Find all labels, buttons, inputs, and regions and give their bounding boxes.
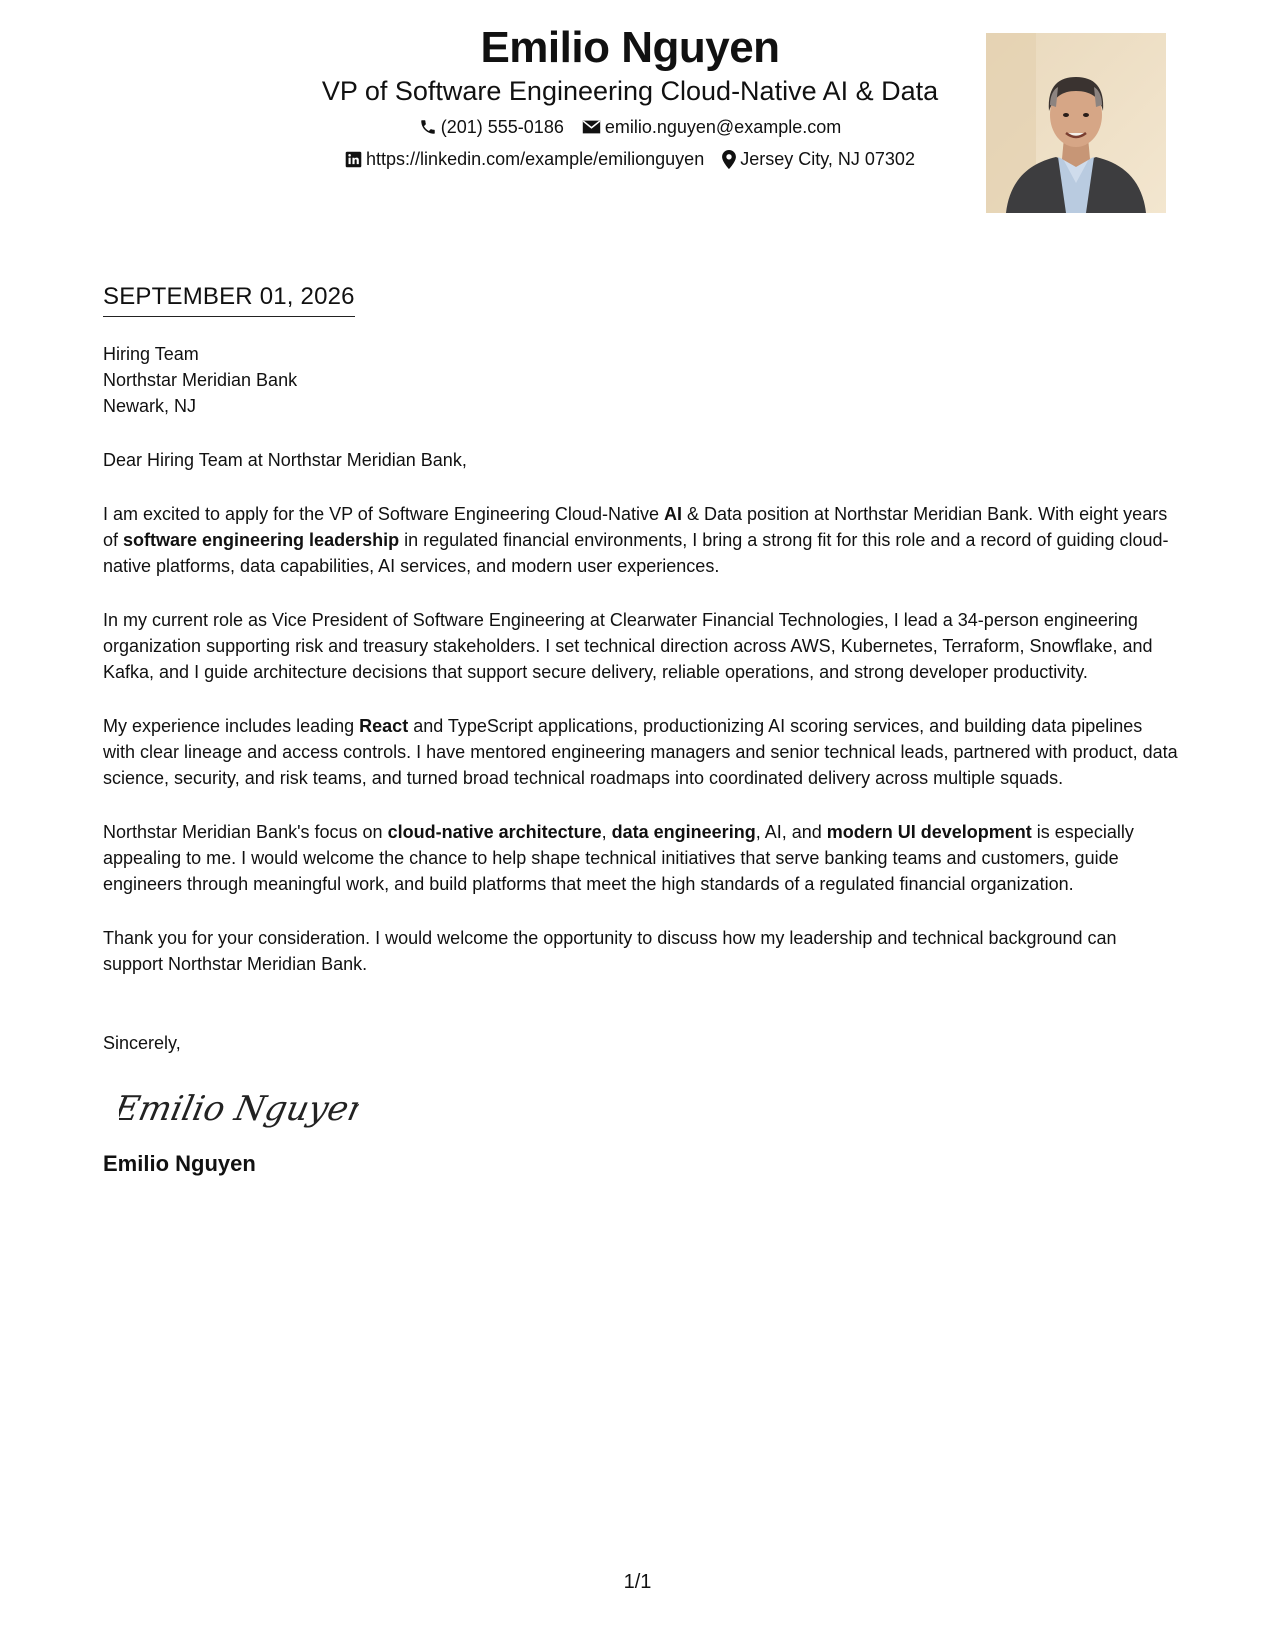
phone-text: (201) 555-0186 [440, 117, 564, 137]
paragraph-text: In my current role as Vice President of Software Engineering at Clearwater Financial Technologies, I lead a 34-person engineering organization supporting risk and treasury stakeholders. I set technical direction across AWS, Kubernetes, Terraform, Snowflake, and Kafka, and I guide architecture decisions that support secure delivery, reliable operations, and strong developer productivity. [103, 610, 1153, 682]
recipient-block [103, 341, 1178, 419]
applicant-name: Emilio Nguyen [480, 23, 780, 72]
signer-name: Emilio Nguyen [103, 1151, 256, 1176]
paragraph-1 [103, 501, 1178, 579]
closing: Sincerely, [103, 1033, 181, 1053]
paragraph-text: My experience includes leading [103, 716, 360, 736]
recipient-line: Newark, NJ [103, 396, 197, 416]
phone-icon [419, 118, 437, 136]
linkedin-url[interactable]: https://linkedin.com/example/emilionguyen [366, 149, 705, 169]
paragraph-text: & Data position at Northstar Meridian Bank. With eight years of [103, 504, 1168, 550]
linkedin-contact[interactable] [345, 148, 704, 170]
page-number: 1/1 [623, 1571, 652, 1593]
paragraph-text: Northstar Meridian Bank's focus on [103, 822, 388, 842]
paragraph-text: is especially appealing to me. I would welcome the chance to help shape technical initiatives that serve banking teams and customers, guide engineers through meaningful work, and build platforms that meet the high standards of a regulated financial organization. [103, 822, 1134, 894]
letter-date: SEPTEMBER 01, 2026 [103, 282, 355, 317]
paragraph-text: Thank you for your consideration. I would welcome the opportunity to discuss how my leadership and technical background can support Northstar Meridian Bank. [103, 928, 1117, 974]
salutation: Dear Hiring Team at Northstar Meridian Bank, [103, 450, 467, 470]
bold-keyword: AI [663, 504, 682, 524]
contact-row-1 [200, 116, 1060, 138]
bold-keyword: cloud-native architecture [387, 822, 602, 842]
recipient-line: Hiring Team [103, 344, 199, 364]
location-contact [722, 148, 915, 170]
handwritten-signature [119, 1078, 1178, 1138]
bold-keyword: software engineering leadership [123, 530, 400, 550]
paragraph-2 [103, 607, 1178, 685]
paragraph-text: in regulated financial environments, I bring a strong fit for this role and a record of guiding cloud-native platforms, data capabilities, AI services, and modern user experiences. [103, 530, 1169, 576]
map-pin-icon [722, 150, 736, 169]
contact-row-2 [200, 148, 1060, 170]
phone-contact [419, 116, 564, 138]
email-contact[interactable] [582, 116, 841, 138]
paragraph-5 [103, 925, 1178, 977]
svg-text:Emilio Nguyen: Emilio Nguyen [119, 1089, 359, 1129]
paragraph-text: , [601, 822, 612, 842]
bold-keyword: data engineering [611, 822, 756, 842]
letter-body [103, 341, 1178, 1178]
paragraph-4 [103, 819, 1178, 897]
envelope-icon [582, 119, 601, 135]
location-text: Jersey City, NJ 07302 [740, 149, 915, 169]
paragraph-text: and TypeScript applications, productionizing AI scoring services, and building data pipelines with clear lineage and access controls. I have mentored engineering managers and senior technical leads, partnered with product, data science, security, and risk teams, and turned broad technical roadmaps into coordinated delivery across multiple squads. [103, 716, 1178, 788]
letter-header [200, 22, 1060, 170]
recipient-line: Northstar Meridian Bank [103, 370, 298, 390]
paragraph-text: , AI, and [755, 822, 827, 842]
profile-photo [986, 33, 1166, 213]
linkedin-icon [345, 151, 362, 168]
bold-keyword: modern UI development [826, 822, 1032, 842]
applicant-title: VP of Software Engineering Cloud-Native AI & Data [321, 76, 939, 106]
bold-keyword: React [359, 716, 409, 736]
email-text[interactable]: emilio.nguyen@example.com [604, 117, 842, 137]
paragraph-text: I am excited to apply for the VP of Software Engineering Cloud-Native [103, 504, 664, 524]
paragraph-3 [103, 713, 1178, 791]
